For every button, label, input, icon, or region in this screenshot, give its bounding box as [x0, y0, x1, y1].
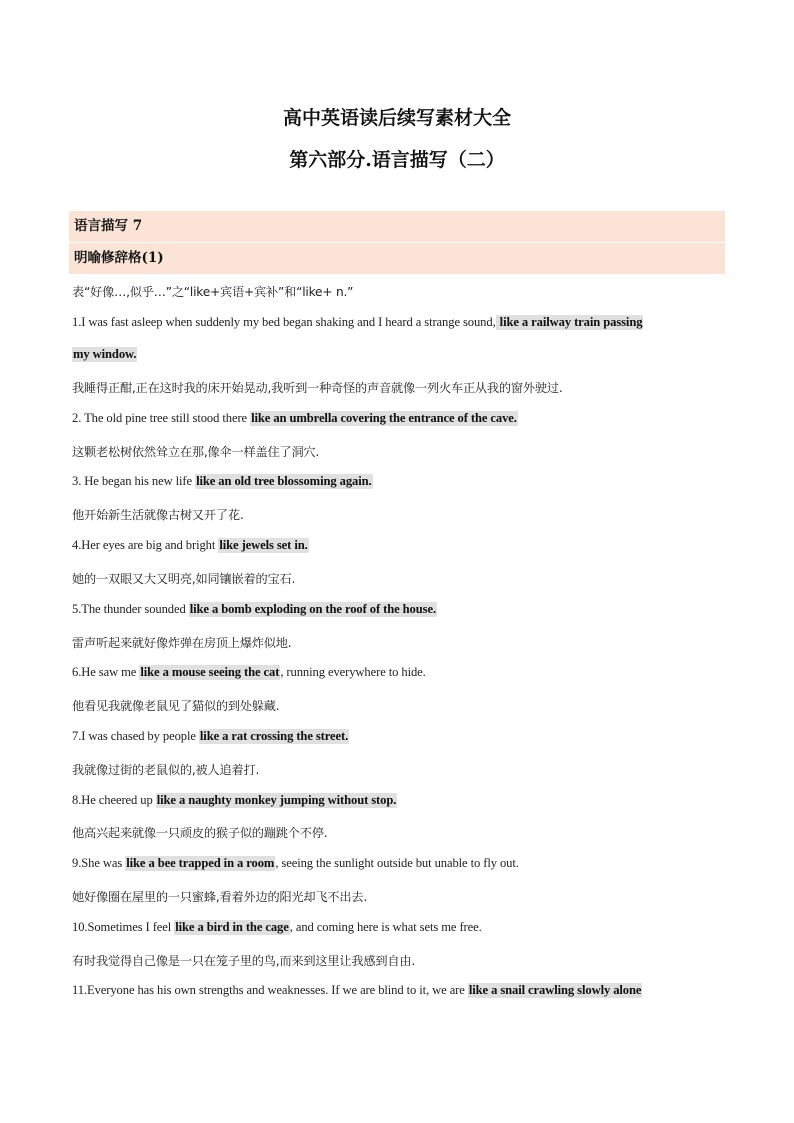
- simile-highlight: like a railway train passing: [496, 315, 643, 329]
- example-line: [72, 729, 726, 744]
- example-line: [72, 411, 726, 426]
- translation-line: 她好像圈在屋里的一只蜜蜂,看着外边的阳光却飞不出去.: [72, 890, 368, 904]
- example-text: 7.I was chased by people: [72, 729, 199, 743]
- section-heading: 语言描写 7: [69, 211, 725, 242]
- subsection-heading: 明喻修辞格(1): [69, 243, 725, 274]
- example-text: 11.Everyone has his own strengths and weaknesses. If we are blind to it, we are: [72, 983, 468, 997]
- intro-text: 表“好像…,似乎…”之“like+宾语+宾补”和“like+ n.”: [72, 285, 354, 299]
- example-line: [72, 474, 726, 489]
- example-text: 10.Sometimes I feel: [72, 920, 175, 934]
- translation-line: 我就像过街的老鼠似的,被人追着打.: [72, 763, 260, 777]
- simile-highlight: my window.: [73, 347, 137, 361]
- example-line: [72, 920, 726, 935]
- translation-line: 这颗老松树依然耸立在那,像伞一样盖住了洞穴.: [72, 445, 320, 459]
- example-text: 1.I was fast asleep when suddenly my bed began shaking and I heard a strange sound,: [72, 315, 496, 329]
- simile-highlight: like a rat crossing the street.: [199, 729, 349, 743]
- example-text: 6.He saw me: [72, 665, 140, 679]
- example-line: [72, 665, 726, 680]
- simile-highlight: like an old tree blossoming again.: [196, 474, 372, 488]
- simile-highlight: like a naughty monkey jumping without stop.: [156, 793, 397, 807]
- example-text: 8.He cheered up: [72, 793, 156, 807]
- translation-line: 他看见我就像老鼠见了猫似的到处躲藏.: [72, 699, 280, 713]
- example-text: 3. He began his new life: [72, 474, 196, 488]
- simile-highlight: like a bomb exploding on the roof of the house.: [189, 602, 436, 616]
- example-line: [72, 856, 726, 871]
- example-text: , and coming here is what sets me free.: [289, 920, 482, 934]
- translation-line: 雷声听起来就好像炸弹在房顶上爆炸似地.: [72, 636, 292, 650]
- simile-highlight: like a mouse seeing the cat: [140, 665, 280, 679]
- example-text: 4.Her eyes are big and bright: [72, 538, 219, 552]
- simile-highlight: like a snail crawling slowly alone: [468, 983, 642, 997]
- document-subtitle: 第六部分.语言描写（二）: [289, 149, 505, 171]
- translation-line: 他开始新生活就像古树又开了花.: [72, 508, 244, 522]
- example-line: [72, 983, 726, 998]
- simile-highlight: like a bird in the cage: [175, 920, 289, 934]
- simile-highlight: like a bee trapped in a room: [126, 856, 275, 870]
- example-text: 5.The thunder sounded: [72, 602, 189, 616]
- simile-highlight: like jewels set in.: [219, 538, 308, 552]
- translation-line: 有时我觉得自己像是一只在笼子里的鸟,而来到这里让我感到自由.: [72, 954, 415, 968]
- simile-highlight: like an umbrella covering the entrance of the cave.: [251, 411, 517, 425]
- translation-line: 她的一双眼又大又明亮,如同镶嵌着的宝石.: [72, 572, 296, 586]
- translation-line: 我睡得正酣,正在这时我的床开始晃动,我听到一种奇怪的声音就像一列火车正从我的窗外驶过.: [72, 381, 563, 395]
- example-line: [72, 538, 726, 553]
- example-line: [72, 347, 726, 362]
- example-line: [72, 315, 726, 330]
- example-text: , running everywhere to hide.: [280, 665, 426, 679]
- example-text: 2. The old pine tree still stood there: [72, 411, 251, 425]
- example-line: [72, 602, 726, 617]
- example-text: 9.She was: [72, 856, 126, 870]
- translation-line: 他高兴起来就像一只顽皮的猴子似的蹦跳个不停.: [72, 826, 328, 840]
- document-title: 高中英语读后续写素材大全: [282, 107, 511, 129]
- example-text: , seeing the sunlight outside but unable to fly out.: [275, 856, 519, 870]
- example-line: [72, 793, 726, 808]
